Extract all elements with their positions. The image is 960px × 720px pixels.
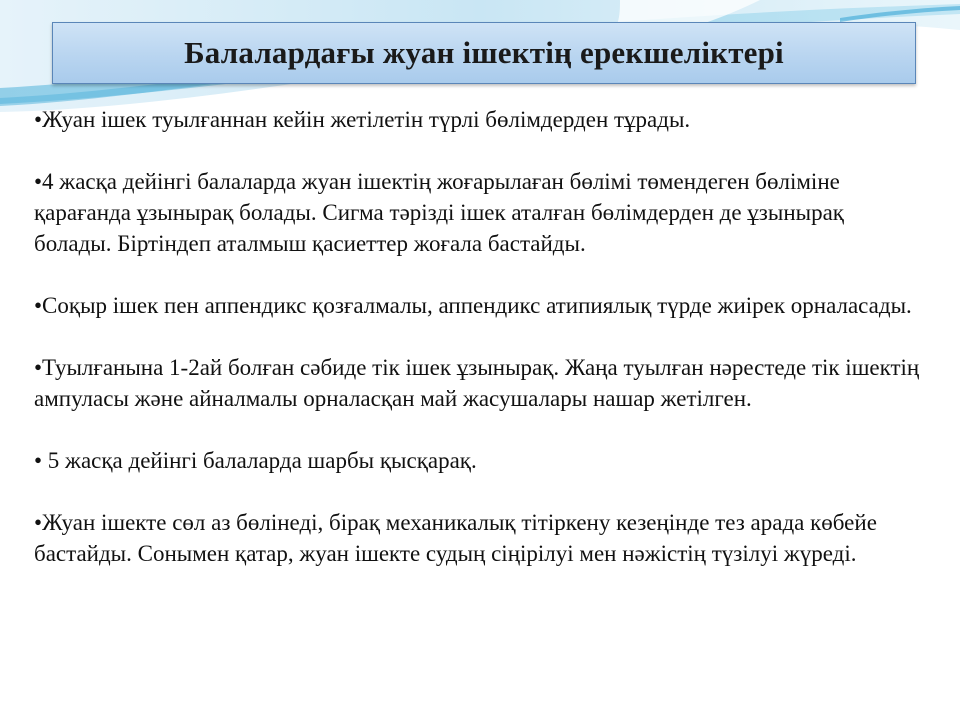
bullet-paragraph: •Жуан ішекте сөл аз бөлінеді, бірақ механикалық тітіркену кезеңінде тез арада көбейе бастайды. Сонымен қатар, жуан ішекте судың сіңірілуі мен нәжістің түзілуі жүреді.	[34, 510, 877, 566]
bullet-paragraph: •Соқыр ішек пен аппендикс қозғалмалы, аппендикс атипиялық түрде жиірек орналасады.	[34, 293, 912, 318]
bullet-paragraph: •Жуан ішек туылғаннан кейін жетілетін түрлі бөлімдерден тұрады.	[34, 107, 691, 132]
bullet-paragraph: • 5 жасқа дейінгі балаларда шарбы қысқарақ.	[34, 448, 477, 473]
bullet-paragraph: •4 жасқа дейінгі балаларда жуан ішектің жоғарылаған бөлімі төмендеген бөліміне қарағанда ұзынырақ болады. Сигма тәрізді ішек аталған бөлімдерден де ұзынырақ болады. Біртіндеп аталмыш қасиеттер жоғала бастайды.	[34, 169, 844, 256]
bullet-paragraph: •Туылғанына 1-2ай болған сәбиде тік ішек ұзынырақ. Жаңа туылған нәрестеде тік ішектің ампуласы және айналмалы орналасқан май жасушалары нашар жетілген.	[34, 355, 920, 411]
slide-title: Балалардағы жуан ішектің ерекшеліктері	[184, 35, 784, 70]
slide-body	[34, 104, 924, 569]
title-banner	[52, 22, 916, 84]
